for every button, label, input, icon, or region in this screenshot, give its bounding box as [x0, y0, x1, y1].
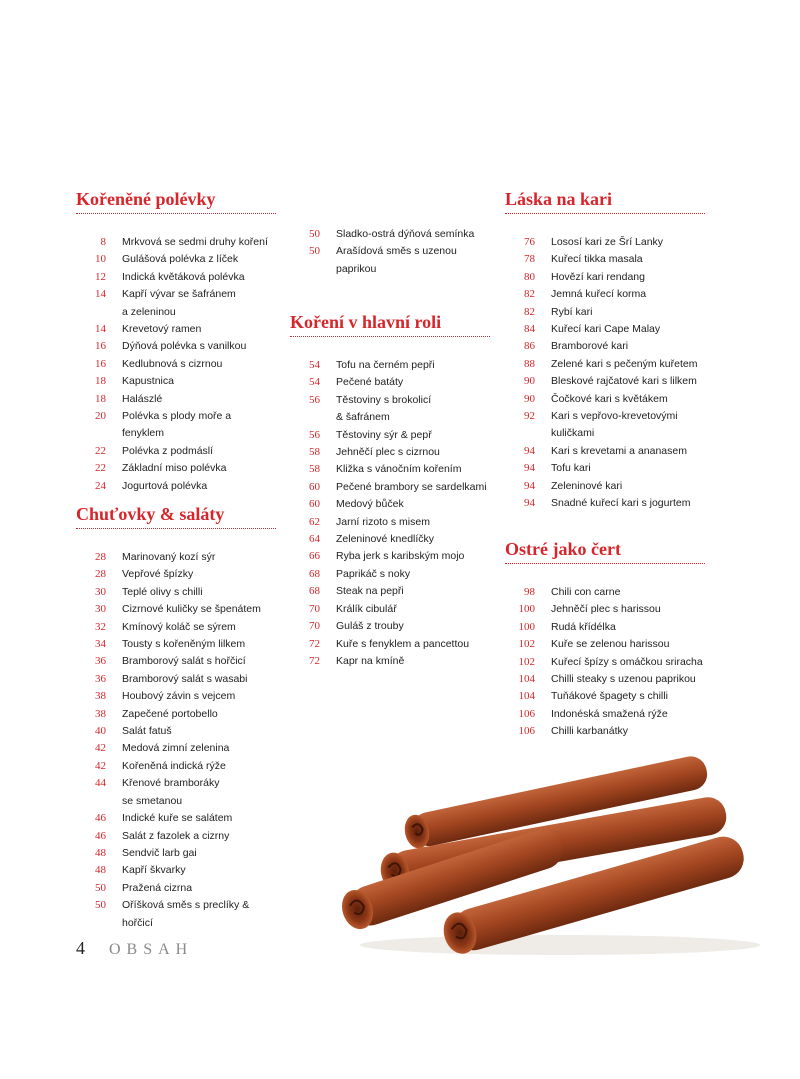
page-ref: 12 — [95, 270, 106, 283]
recipe-name: Těstoviny sýr & pepř — [336, 428, 432, 441]
toc-entry — [505, 460, 705, 477]
toc-entry — [290, 566, 490, 583]
toc-entry — [76, 828, 276, 845]
recipe-name: Arašídová směs s uzenou — [336, 245, 457, 258]
page-ref: 64 — [309, 533, 320, 546]
recipe-name: & šafránem — [336, 411, 390, 424]
toc-entry — [76, 810, 276, 827]
toc-entry — [290, 548, 490, 565]
recipe-name: Marinovaný kozí sýr — [122, 551, 216, 563]
toc-entry — [76, 566, 276, 583]
toc-entry — [290, 357, 490, 374]
toc-entry — [505, 636, 705, 653]
toc-entry — [505, 671, 705, 688]
toc-entry — [505, 356, 705, 373]
toc-entry — [505, 304, 705, 321]
toc-entry — [76, 740, 276, 757]
toc-entry — [76, 373, 276, 390]
page-ref: 50 — [95, 899, 106, 912]
page-ref: 30 — [95, 585, 106, 598]
page-ref: 38 — [95, 707, 106, 720]
section-title: Koření v hlavní roli — [290, 312, 442, 332]
page-ref: 14 — [95, 288, 106, 301]
recipe-name: Teplé olivy s chilli — [122, 585, 203, 598]
recipe-name: Halászlé — [122, 392, 163, 405]
page-ref: 50 — [95, 881, 106, 894]
page-ref: 58 — [309, 446, 320, 459]
recipe-name: Guláš z trouby — [336, 620, 404, 633]
recipe-name: Kuře se zelenou harissou — [551, 638, 670, 651]
page-ref: 28 — [95, 568, 106, 581]
page-ref: 94 — [524, 444, 535, 457]
toc-entry — [290, 514, 490, 531]
toc-entry — [505, 688, 705, 705]
recipe-list — [505, 584, 705, 741]
page-ref: 72 — [309, 654, 320, 667]
page-ref: 82 — [524, 305, 535, 318]
toc-entry — [76, 286, 276, 303]
title-rule — [76, 528, 276, 529]
recipe-name: Kuřecí tikka masala — [551, 253, 643, 266]
page-ref: 98 — [524, 586, 535, 598]
toc-entry — [76, 723, 276, 740]
toc-entry — [76, 356, 276, 373]
page-ref: 82 — [524, 288, 535, 301]
toc-entry — [290, 496, 490, 513]
recipe-name: Základní miso polévka — [122, 462, 227, 475]
recipe-name: Sendvič larb gai — [122, 846, 197, 859]
recipe-name: Houbový závin s vejcem — [122, 690, 236, 703]
page-ref: 66 — [309, 550, 320, 563]
page-ref: 48 — [95, 846, 106, 859]
page-label: OBSAH — [109, 941, 194, 958]
toc-entry — [76, 897, 276, 932]
recipe-list — [505, 234, 705, 513]
toc-entry — [76, 460, 276, 477]
page-ref: 40 — [95, 725, 106, 738]
recipe-name: Vepřové špízky — [122, 568, 194, 581]
recipe-list — [290, 357, 490, 670]
toc-entry — [505, 373, 705, 390]
recipe-name: Králík cibulář — [336, 602, 397, 615]
page-ref: 24 — [95, 479, 106, 492]
toc-entry — [76, 391, 276, 408]
page-ref: 34 — [95, 638, 106, 651]
recipe-name: Chilli karbanátky — [551, 725, 629, 738]
toc-entry — [290, 618, 490, 635]
recipe-name: Kapří škvarky — [122, 864, 186, 877]
toc-entry — [505, 269, 705, 286]
page-ref: 28 — [95, 551, 106, 563]
recipe-name: Zeleninové kari — [551, 479, 623, 492]
recipe-name: Salát z fazolek a cizrny — [122, 829, 230, 842]
recipe-name: Ryba jerk s karibským mojo — [336, 550, 465, 563]
page-ref: 46 — [95, 829, 106, 842]
page-ref: 56 — [309, 393, 320, 406]
toc-entry — [505, 286, 705, 303]
page-ref: 90 — [524, 392, 535, 405]
recipe-name: Hovězí kari rendang — [551, 270, 645, 283]
toc-entry — [76, 880, 276, 897]
toc-entry — [505, 654, 705, 671]
page-footer — [76, 938, 193, 959]
section-title: Láska na kari — [505, 189, 613, 209]
recipe-name: paprikou — [336, 262, 377, 275]
recipe-name: Polévka s plody moře a fenyklem — [122, 410, 232, 440]
toc-entry — [505, 234, 705, 251]
recipe-name: Jemná kuřecí korma — [551, 288, 647, 301]
title-rule — [76, 213, 276, 214]
recipe-name: Indická květáková polévka — [122, 270, 245, 283]
page-ref: 106 — [518, 725, 535, 738]
page-ref: 94 — [524, 479, 535, 492]
toc-entry — [76, 584, 276, 601]
page-ref: 36 — [95, 672, 106, 685]
page-ref: 84 — [524, 323, 535, 336]
toc-entry-continuation — [290, 261, 490, 278]
page-ref: 60 — [309, 480, 320, 493]
page-ref: 54 — [309, 359, 320, 371]
page-ref: 22 — [95, 444, 106, 457]
toc-entry — [290, 479, 490, 496]
toc-entry — [290, 392, 490, 409]
recipe-name: Kuře s fenyklem a pancettou — [336, 637, 470, 650]
recipe-name: Bramborový salát s wasabi — [122, 672, 248, 685]
recipe-name: Chili con carne — [551, 586, 621, 598]
page-ref: 16 — [95, 357, 106, 370]
recipe-name: Tofu na černém pepři — [336, 359, 435, 371]
page-ref: 54 — [309, 376, 320, 389]
page-ref: 30 — [95, 603, 106, 616]
page-ref: 62 — [309, 515, 320, 528]
title-rule — [505, 563, 705, 564]
page-ref: 18 — [95, 392, 106, 405]
page-ref: 16 — [95, 340, 106, 353]
page-ref: 60 — [309, 498, 320, 511]
toc-entry — [76, 636, 276, 653]
toc-entry-continuation — [290, 409, 490, 426]
recipe-name: Jogurtová polévka — [122, 479, 208, 492]
recipe-name: Sladko-ostrá dýňová semínka — [336, 228, 475, 240]
page-ref: 94 — [524, 462, 535, 475]
toc-entry — [505, 723, 705, 740]
toc-entry — [505, 706, 705, 723]
page-ref: 18 — [95, 375, 106, 388]
toc-entry — [505, 391, 705, 408]
page-number: 4 — [76, 938, 85, 958]
toc-entry — [76, 688, 276, 705]
recipe-name: Snadné kuřecí kari s jogurtem — [551, 497, 691, 510]
recipe-name: a zeleninou — [122, 305, 176, 318]
recipe-name: Bramborový salát s hořčicí — [122, 655, 246, 668]
recipe-name: Lososí kari ze Šrí Lanky — [551, 236, 664, 248]
page-ref: 32 — [95, 620, 106, 633]
page-ref: 76 — [524, 236, 535, 248]
recipe-name: Oříšková směs s preclíky & hořčicí — [122, 899, 250, 929]
section-chutovky-continued — [290, 226, 490, 278]
page-ref: 36 — [95, 655, 106, 668]
page-ref: 14 — [95, 323, 106, 336]
toc-entry — [505, 408, 705, 425]
recipe-name: Kmínový koláč se sýrem — [122, 620, 236, 633]
toc-entry — [290, 653, 490, 670]
toc-entry — [290, 226, 490, 243]
toc-entry — [505, 584, 705, 601]
page-ref: 42 — [95, 759, 106, 772]
toc-entry — [76, 601, 276, 618]
toc-entry — [76, 775, 276, 792]
recipe-name: Kuřecí špízy s omáčkou sriracha — [551, 655, 703, 668]
toc-entry-continuation — [505, 425, 705, 442]
toc-entry — [290, 636, 490, 653]
page-ref: 38 — [95, 690, 106, 703]
page-ref: 70 — [309, 602, 320, 615]
page-ref: 70 — [309, 620, 320, 633]
toc-entry — [290, 374, 490, 391]
section-laska-na-kari — [505, 188, 705, 513]
recipe-name: Zelené kari s pečeným kuřetem — [551, 357, 698, 370]
recipe-name: Indické kuře se salátem — [122, 812, 233, 825]
cinnamon-sticks-icon — [330, 740, 770, 960]
recipe-name: Mrkvová se sedmi druhy koření — [122, 236, 268, 248]
recipe-name: Zapečené portobello — [122, 707, 218, 720]
recipe-name: kuličkami — [551, 427, 595, 440]
recipe-name: Kapustnica — [122, 375, 174, 388]
toc-entry — [290, 583, 490, 600]
page-ref: 56 — [309, 428, 320, 441]
recipe-name: Jehněčí plec s harissou — [551, 603, 661, 616]
page-ref: 10 — [95, 253, 106, 266]
toc-entry — [76, 862, 276, 879]
recipe-name: Kapří vývar se šafránem — [122, 288, 236, 301]
recipe-name: Jehněčí plec s cizrnou — [336, 446, 440, 459]
recipe-name: Krevetový ramen — [122, 323, 202, 336]
recipe-name: Pražená cizrna — [122, 881, 193, 894]
page-ref: 58 — [309, 463, 320, 476]
toc-entry — [290, 427, 490, 444]
recipe-name: Jarní rizoto s misem — [336, 515, 430, 528]
page-ref: 50 — [309, 228, 320, 240]
recipe-name: Steak na pepři — [336, 585, 404, 598]
toc-entry — [76, 321, 276, 338]
toc-entry — [290, 601, 490, 618]
recipe-name: Tousty s kořeněným lilkem — [122, 638, 246, 651]
toc-entry — [76, 619, 276, 636]
page-ref: 44 — [95, 777, 106, 790]
toc-entry — [76, 234, 276, 251]
recipe-name: Pečené batáty — [336, 376, 404, 389]
recipe-name: Kedlubnová s cizrnou — [122, 357, 223, 370]
toc-entry — [290, 531, 490, 548]
toc-entry — [505, 495, 705, 512]
recipe-name: Rudá křídélka — [551, 620, 616, 633]
page-ref: 68 — [309, 585, 320, 598]
recipe-name: se smetanou — [122, 794, 183, 807]
recipe-name: Cizrnové kuličky se špenátem — [122, 603, 261, 616]
page-ref: 22 — [95, 462, 106, 475]
toc-entry — [505, 321, 705, 338]
recipe-name: Pečené brambory se sardelkami — [336, 480, 487, 493]
recipe-name: Čočkové kari s květákem — [551, 392, 668, 405]
toc-entry — [76, 671, 276, 688]
toc-entry — [76, 549, 276, 566]
toc-entry — [76, 443, 276, 460]
toc-entry — [505, 251, 705, 268]
recipe-name: Tuňákové špagety s chilli — [551, 690, 668, 703]
page-ref: 72 — [309, 637, 320, 650]
recipe-name: Indonéská smažená rýže — [551, 707, 668, 720]
recipe-name: Těstoviny s brokolicí — [336, 393, 432, 406]
section-chutovky-salaty — [76, 503, 276, 932]
toc-entry-continuation — [76, 793, 276, 810]
toc-entry — [76, 706, 276, 723]
page-ref: 48 — [95, 864, 106, 877]
page-ref: 86 — [524, 340, 535, 353]
recipe-name: Křenové bramboráky — [122, 777, 220, 790]
page-ref: 100 — [518, 603, 535, 616]
page-ref: 8 — [100, 236, 106, 248]
toc-entry — [76, 338, 276, 355]
recipe-name: Dýňová polévka s vanilkou — [122, 340, 247, 353]
page-ref: 106 — [518, 707, 535, 720]
recipe-name: Paprikáč s noky — [336, 567, 411, 580]
section-title: Ostré jako čert — [505, 539, 621, 559]
recipe-name: Polévka z podmáslí — [122, 444, 214, 457]
page-ref: 104 — [518, 673, 535, 686]
toc-entry — [290, 243, 490, 260]
page-ref: 104 — [518, 690, 535, 703]
page-ref: 46 — [95, 812, 106, 825]
recipe-name: Kližka s vánočním kořením — [336, 463, 462, 476]
recipe-name: Zeleninové knedlíčky — [336, 533, 435, 546]
toc-entry — [76, 758, 276, 775]
recipe-name: Bramborové kari — [551, 340, 629, 353]
toc-entry — [290, 444, 490, 461]
page-ref: 88 — [524, 357, 535, 370]
toc-entry — [76, 251, 276, 268]
recipe-list — [76, 549, 276, 932]
title-rule — [290, 336, 490, 337]
recipe-name: Bleskové rajčatové kari s lilkem — [551, 375, 697, 388]
page-ref: 92 — [524, 410, 535, 423]
section-korenene-polevky — [76, 188, 276, 495]
page-ref: 50 — [309, 245, 320, 258]
toc-entry — [76, 408, 276, 443]
title-rule — [505, 213, 705, 214]
toc-entry — [505, 619, 705, 636]
toc-entry — [505, 601, 705, 618]
page-ref: 102 — [518, 655, 535, 668]
toc-entry — [505, 478, 705, 495]
recipe-name: Kari s vepřovo-krevetovými — [551, 410, 678, 423]
page-ref: 90 — [524, 375, 535, 388]
toc-entry — [76, 653, 276, 670]
toc-entry — [505, 338, 705, 355]
recipe-name: Gulášová polévka z líček — [122, 253, 239, 266]
page-ref: 20 — [95, 410, 106, 423]
page-ref: 94 — [524, 497, 535, 510]
page-ref: 100 — [518, 620, 535, 633]
section-koreni-v-hlavni-roli — [290, 311, 490, 670]
section-ostre-jako-cert — [505, 538, 705, 741]
recipe-name: Medový bůček — [336, 498, 404, 511]
toc-entry-continuation — [76, 304, 276, 321]
recipe-name: Salát fatuš — [122, 725, 172, 738]
recipe-name: Kořeněná indická rýže — [122, 759, 226, 772]
toc-entry — [76, 845, 276, 862]
toc-entry — [290, 461, 490, 478]
page-ref: 80 — [524, 270, 535, 283]
page-ref: 42 — [95, 742, 106, 755]
toc-entry — [76, 269, 276, 286]
recipe-name: Kuřecí kari Cape Malay — [551, 323, 661, 336]
recipe-name: Medová zimní zelenina — [122, 742, 230, 755]
recipe-name: Kari s krevetami a ananasem — [551, 444, 687, 457]
page-ref: 78 — [524, 253, 535, 266]
page-ref: 102 — [518, 638, 535, 651]
recipe-name: Tofu kari — [551, 462, 591, 475]
toc-entry — [76, 478, 276, 495]
toc-entry — [505, 443, 705, 460]
recipe-name: Chilli steaky s uzenou paprikou — [551, 673, 696, 686]
section-title: Chuťovky & saláty — [76, 504, 225, 524]
recipe-list — [290, 226, 490, 278]
section-title: Kořeněné polévky — [76, 189, 216, 209]
recipe-list — [76, 234, 276, 495]
recipe-name: Kapr na kmíně — [336, 654, 405, 667]
recipe-name: Rybí kari — [551, 305, 593, 318]
page-ref: 68 — [309, 567, 320, 580]
